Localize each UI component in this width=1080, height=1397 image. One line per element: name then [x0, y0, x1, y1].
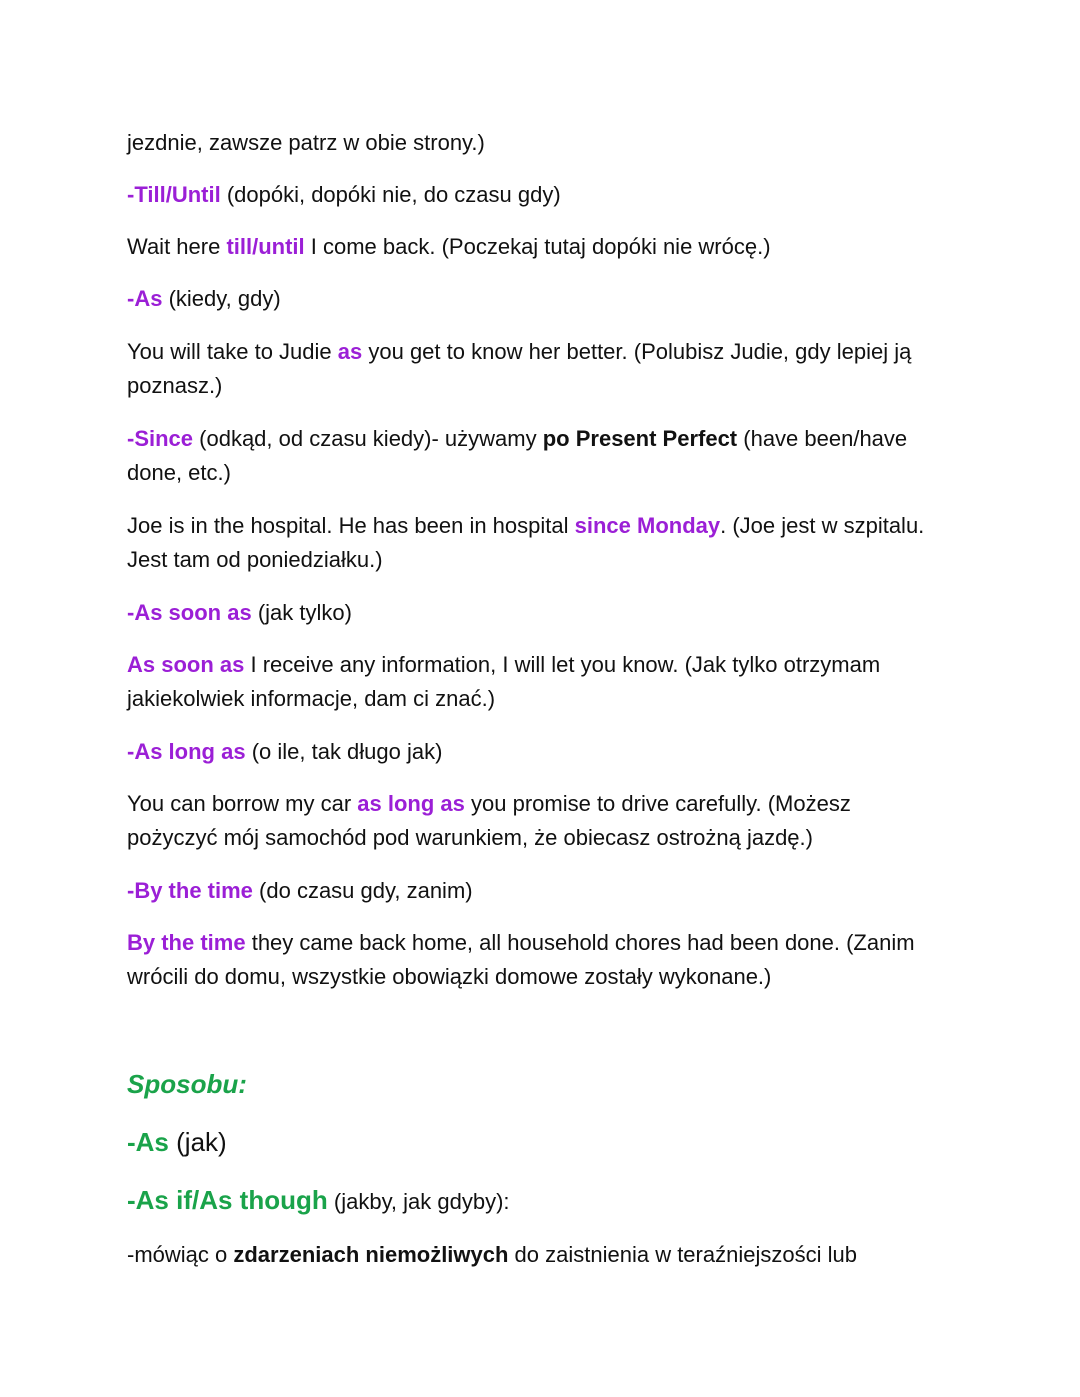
definition: (o ile, tak długo jak) [245, 739, 443, 764]
example-text: you promise to drive carefully. (Możesz pożyczyć mój samochód pod warunkiem, że obiecasz ostrożną jazdę.) [127, 791, 851, 850]
body-text: -mówiąc o [127, 1242, 234, 1267]
example-text: they came back home, all household chores had been done. (Zanim wrócili do domu, wszystkie obowiązki domowe zostały wykonane.) [127, 930, 915, 989]
definition: (dopóki, dopóki nie, do czasu gdy) [220, 182, 561, 207]
keyword: as long as [357, 791, 465, 816]
heading-by-the-time [127, 874, 947, 908]
heading-till-until [127, 178, 947, 212]
example-as [127, 335, 947, 403]
definition: (kiedy, gdy) [162, 286, 281, 311]
definition: (jak tylko) [251, 600, 352, 625]
heading-as-manner [127, 1125, 947, 1159]
definition: (jak) [168, 1127, 227, 1157]
example-since [127, 509, 947, 577]
definition: (have been/have done, etc.) [127, 426, 908, 485]
heading-since [127, 422, 947, 490]
bold-text: zdarzeniach niemożliwych [233, 1242, 509, 1267]
keyword: till/until [226, 234, 305, 259]
example-text: I receive any information, I will let you know. (Jak tylko otrzymam jakiekolwiek informacje, dam ci znać.) [127, 652, 881, 711]
keyword: since Monday [574, 513, 721, 538]
keyword: -As long as [127, 739, 246, 764]
keyword: as [337, 339, 363, 364]
example-text: Wait here [127, 234, 227, 259]
example-text: you get to know her better. (Polubisz Judie, gdy lepiej ją poznasz.) [127, 339, 912, 398]
section-heading-sposobu [127, 1067, 947, 1103]
keyword: -Till/Until [127, 182, 221, 207]
heading-as [127, 282, 947, 316]
keyword: -Since [127, 426, 194, 451]
keyword: By the time [127, 930, 246, 955]
definition: (jakby, jak gdyby): [327, 1189, 510, 1214]
example-as-long-as [127, 787, 947, 855]
example-text: I come back. (Poczekaj tutaj dopóki nie wrócę.) [304, 234, 771, 259]
definition: (odkąd, od czasu kiedy)- używamy [193, 426, 543, 451]
keyword: -As [127, 1127, 169, 1157]
body-text: do zaistnienia w teraźniejszości lub [508, 1242, 857, 1267]
example-text: Joe is in the hospital. He has been in hospital [127, 513, 575, 538]
keyword: -As [127, 286, 163, 311]
text-line [127, 126, 947, 160]
keyword: As soon as [127, 652, 245, 677]
example-by-the-time [127, 926, 947, 994]
bold-text: po Present Perfect [542, 426, 738, 451]
text-line-last [127, 1238, 947, 1272]
continuation-text: jezdnie, zawsze patrz w obie strony.) [127, 130, 485, 155]
heading-as-if [127, 1183, 947, 1219]
example-as-soon-as [127, 648, 947, 716]
keyword: -By the time [127, 878, 253, 903]
example-till-until [127, 230, 947, 264]
example-text: You can borrow my car [127, 791, 358, 816]
heading-as-long-as [127, 735, 947, 769]
keyword: -As if/As though [127, 1185, 328, 1215]
section-title: Sposobu: [127, 1069, 247, 1099]
example-text: . (Joe jest w szpitalu. Jest tam od poniedziałku.) [127, 513, 925, 572]
keyword: -As soon as [127, 600, 252, 625]
example-text: You will take to Judie [127, 339, 338, 364]
definition: (do czasu gdy, zanim) [252, 878, 473, 903]
heading-as-soon-as [127, 596, 947, 630]
